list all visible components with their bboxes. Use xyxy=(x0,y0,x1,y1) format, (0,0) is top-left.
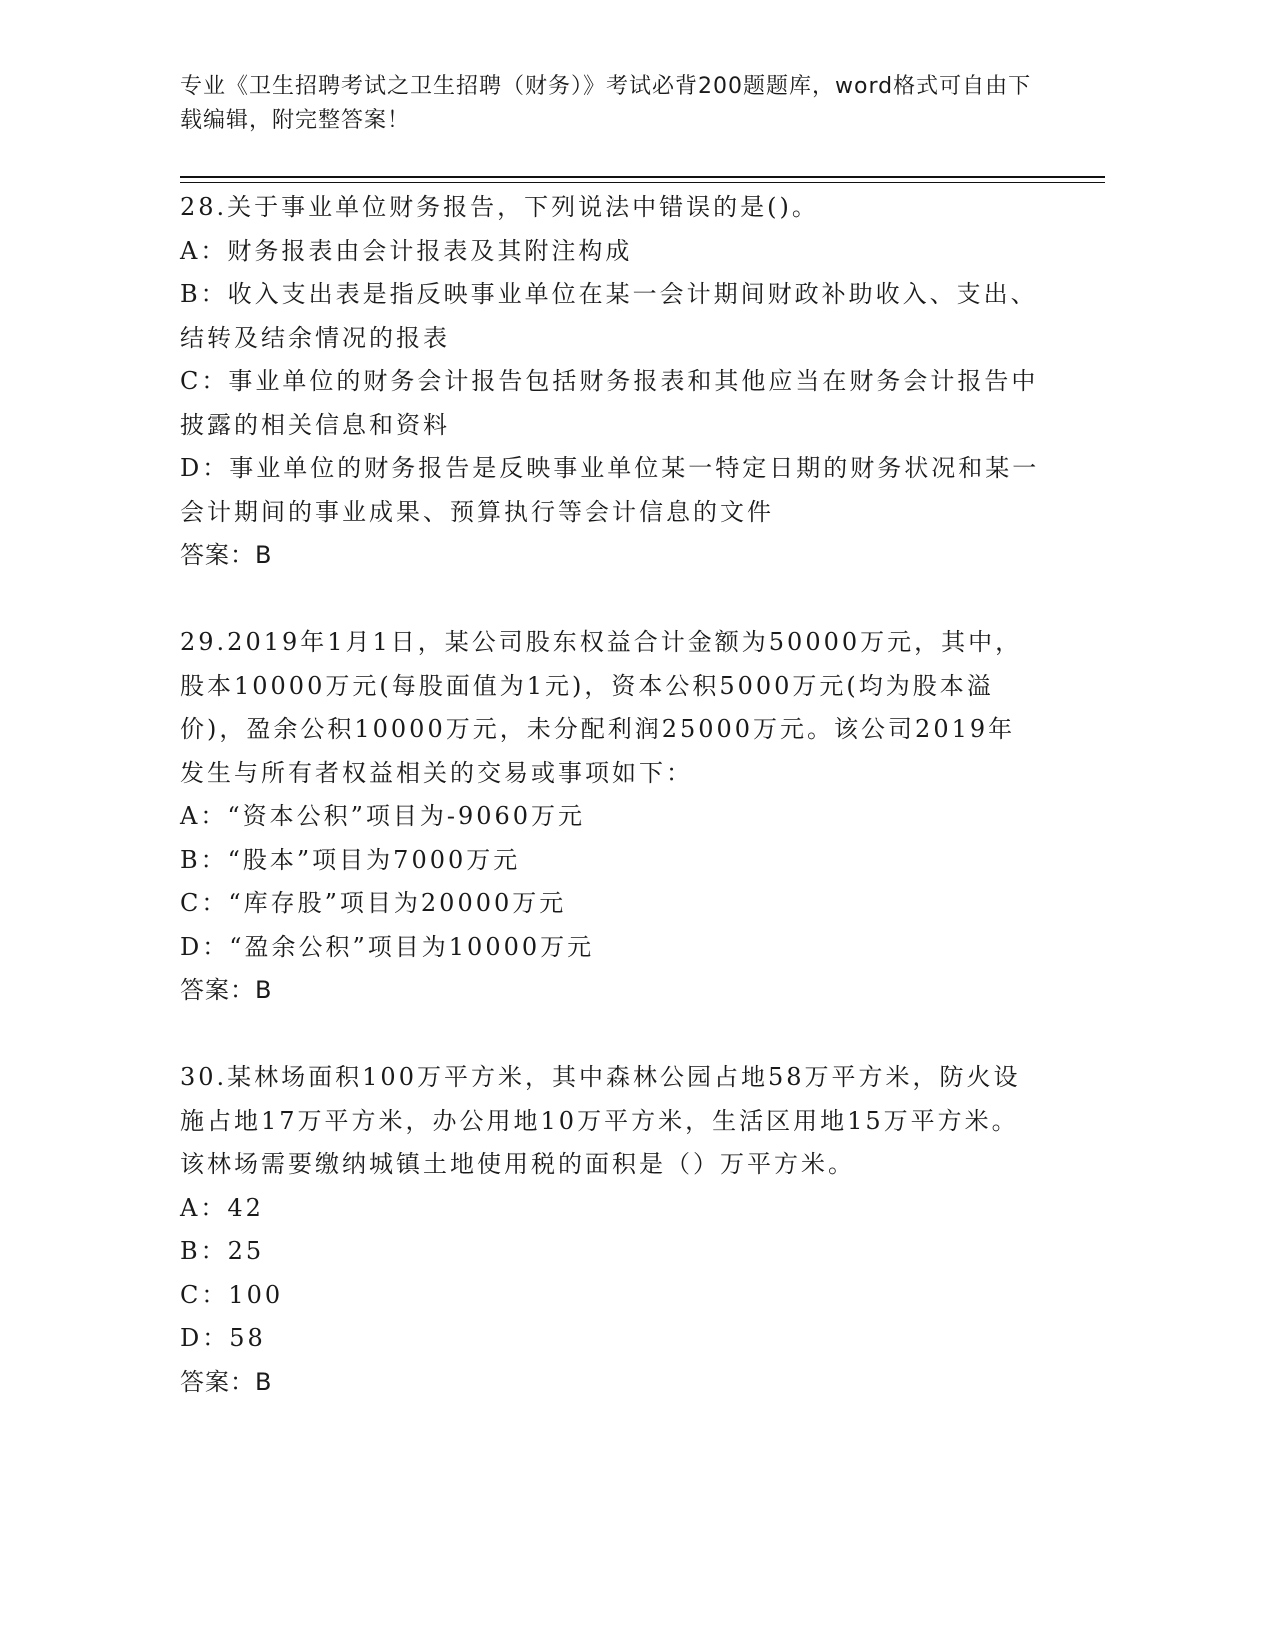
option-a: A：“资本公积”项目为-9060万元 xyxy=(180,802,586,830)
option-a: A：42 xyxy=(180,1193,264,1222)
question-29 xyxy=(180,621,1040,1013)
option-d: D：事业单位的财务报告是反映事业单位某一特定日期的财务状况和某一会计期间的事业成果、预算执行等会计信息的文件 xyxy=(180,454,1040,526)
option-c: C：“库存股”项目为20000万元 xyxy=(180,889,567,917)
answer: 答案：B xyxy=(180,1367,273,1396)
question-stem: 28.关于事业单位财务报告，下列说法中错误的是()。 xyxy=(180,193,819,221)
question-28 xyxy=(180,186,1040,578)
option-d: D：58 xyxy=(180,1324,266,1352)
question-stem: 30.某林场面积100万平方米，其中森林公园占地58万平方米，防火设施占地17万平方米，办公用地10万平方米，生活区用地15万平方米。该林场需要缴纳城镇土地使用税的面积是（）万平方米。 xyxy=(180,1063,1021,1178)
question-stem: 29.2019年1月1日，某公司股东权益合计金额为50000万元，其中，股本10000万元(每股面值为1元)，资本公积5000万元(均为股本溢价)，盈余公积10000万元，未分配利润25000万元。该公司2019年发生与所有者权益相关的交易或事项如下： xyxy=(180,628,1023,787)
option-c: C：100 xyxy=(180,1280,284,1309)
option-b: B：“股本”项目为7000万元 xyxy=(180,845,521,874)
document-header: 专业《卫生招聘考试之卫生招聘（财务）》考试必背200题题库，word格式可自由下载编辑，附完整答案！ xyxy=(180,74,1032,133)
question-30 xyxy=(180,1056,1040,1404)
header-rule-thick xyxy=(180,176,1105,178)
option-a: A：财务报表由会计报表及其附注构成 xyxy=(180,236,633,265)
option-b: B：25 xyxy=(180,1237,265,1265)
option-b: B：收入支出表是指反映事业单位在某一会计期间财政补助收入、支出、结转及结余情况的报表 xyxy=(180,280,1038,352)
option-d: D：“盈余公积”项目为10000万元 xyxy=(180,932,595,961)
answer: 答案：B xyxy=(180,541,273,569)
option-c: C：事业单位的财务会计报告包括财务报表和其他应当在财务会计报告中披露的相关信息和资料 xyxy=(180,367,1039,439)
answer: 答案：B xyxy=(180,976,273,1004)
header-rule-thin xyxy=(180,182,1105,183)
question-list xyxy=(180,186,1040,1404)
